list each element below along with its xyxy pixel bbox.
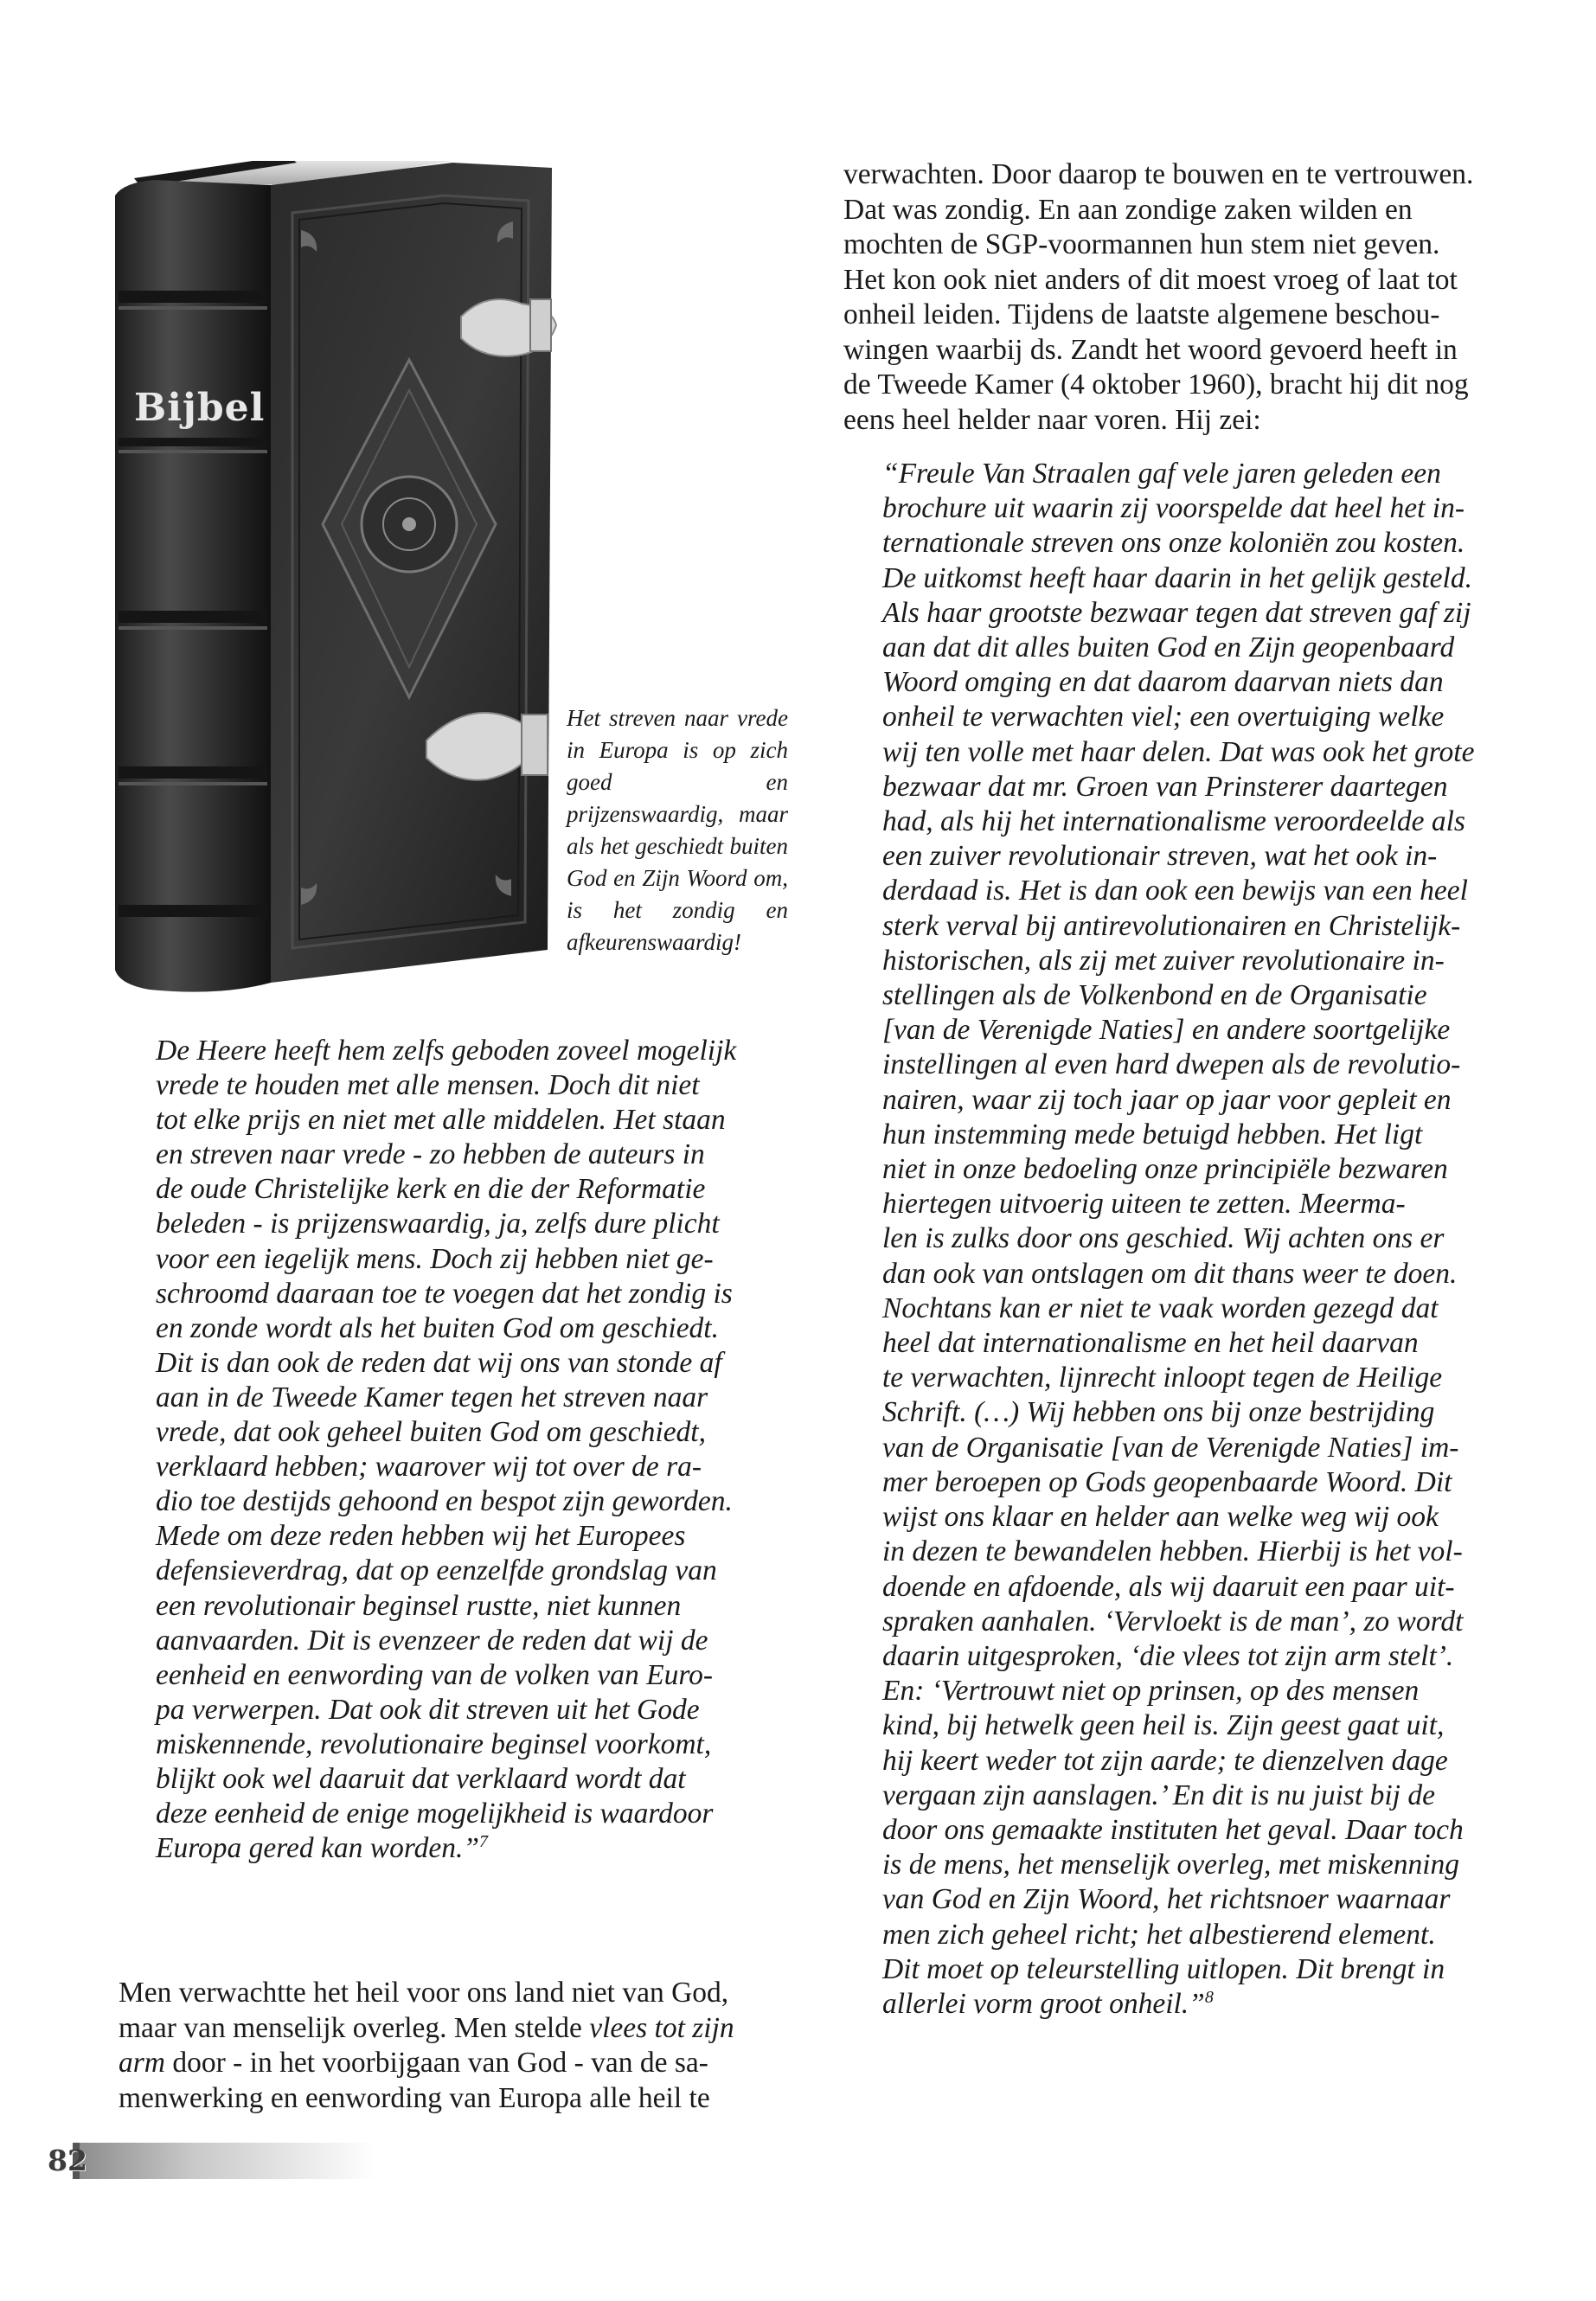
quote-line: len is zulks door ons geschied. Wij achten ons er <box>882 1222 1445 1255</box>
quote-line: men zich geheel richt; het albestierend element. <box>882 1918 1436 1951</box>
quote-line: heel dat internationalisme en het heil daarvan <box>882 1327 1419 1360</box>
quote-line: bezwaar dat mr. Groen van Prinsterer daartegen <box>882 770 1448 803</box>
quote-line: stellingen als de Volkenbond en de Organisatie <box>882 979 1427 1012</box>
quote-line-text: Europa gered kan worden.” <box>156 1832 480 1865</box>
quote-line: in dezen te bewandelen hebben. Hierbij is het vol- <box>882 1535 1463 1568</box>
quote-line: aan dat dit alles buiten God en Zijn geopenbaard <box>882 631 1455 664</box>
quote-line: hun instemming mede betuigd hebben. Het ligt <box>882 1118 1423 1150</box>
quote-line: vergaan zijn aanslagen.’ En dit is nu juist bij de <box>882 1779 1435 1811</box>
quote-line: ternationale streven ons onze koloniën zou kosten. <box>882 527 1465 560</box>
footnote-ref-8: 8 <box>1204 1987 1214 2007</box>
left-block-quote <box>156 1034 787 1866</box>
quote-line: dio toe destijds gehoond en bespot zijn geworden. <box>156 1485 733 1518</box>
quote-line: Woord omging en dat daarom daarvan niets dan <box>882 666 1444 699</box>
quote-line: spraken aanhalen. ‘Vervloekt is de man’, zo wordt <box>882 1605 1464 1638</box>
quote-line: van de Organisatie [van de Verenigde Naties] im- <box>882 1431 1459 1464</box>
right-block-quote <box>882 457 1505 2022</box>
quote-line: wij ten volle met haar delen. Dat was ook het grote <box>882 735 1475 768</box>
quote-line: voor een iegelijk mens. Doch zij hebben niet ge- <box>156 1242 714 1275</box>
para-line: verwachten. Door daarop te bouwen en te vertrouwen. <box>843 158 1474 190</box>
para-line: mochten de SGP-voormannen hun stem niet geven. <box>843 228 1440 260</box>
para-text: door - in het voorbijgaan van God - van de sa- <box>164 2047 708 2079</box>
quote-line: En: ‘Vertrouwt niet op prinsen, op des mensen <box>882 1675 1420 1708</box>
quote-line: doende en afdoende, als wij daaruit een paar uit- <box>882 1570 1455 1603</box>
quote-line: Mede om deze reden hebben wij het Europees <box>156 1520 686 1553</box>
quote-line: miskennende, revolutionaire beginsel voorkomt, <box>156 1727 712 1760</box>
spine-title: Bijbel <box>134 386 266 430</box>
quote-line: en zonde wordt als het buiten God om geschiedt. <box>156 1311 719 1344</box>
page-number: 82 <box>48 2144 87 2177</box>
quote-line: De uitkomst heeft haar daarin in het gelijk gesteld. <box>882 561 1472 594</box>
para-italic-text: vlees tot zijn <box>589 2011 734 2044</box>
para-line: Dat was zondig. En aan zondige zaken wilden en <box>843 193 1413 226</box>
quote-line: brochure uit waarin zij voorspelde dat heel het in- <box>882 492 1465 525</box>
quote-line: Als haar grootste bezwaar tegen dat streven gaf zij <box>882 596 1471 629</box>
para-line <box>119 2046 787 2081</box>
quote-line: had, als hij het internationalisme veroordeelde als <box>882 805 1465 838</box>
para-text: maar van menselijk overleg. Men stelde <box>119 2011 590 2044</box>
quote-line: Nochtans kan er niet te vaak worden gezegd dat <box>882 1292 1439 1324</box>
quote-line: pa verwerpen. Dat ook dit streven uit het Gode <box>156 1693 700 1726</box>
quote-line: blijkt ook wel daaruit dat verklaard wordt dat <box>156 1762 686 1795</box>
quote-line: vrede, dat ook geheel buiten God om geschiedt, <box>156 1416 706 1449</box>
quote-line: deze eenheid de enige mogelijkheid is waardoor <box>156 1798 714 1830</box>
quote-line: derdaad is. Het is dan ook een bewijs van een heel <box>882 875 1468 907</box>
quote-line: kind, bij hetwelk geen heil is. Zijn geest gaat uit, <box>882 1709 1445 1742</box>
quote-line: dan ook van ontslagen om dit thans weer te doen. <box>882 1257 1458 1290</box>
quote-line: verklaard hebben; waarover wij tot over de ra- <box>156 1451 702 1484</box>
para-line: Men verwachtte het heil voor ons land niet van God, <box>119 1977 729 2009</box>
quote-line: is de mens, het menselijk overleg, met miskenning <box>882 1849 1460 1881</box>
quote-line: eenheid en eenwording van de volken van Euro- <box>156 1658 714 1691</box>
para-line: eens heel helder naar voren. Hij zei: <box>843 403 1261 436</box>
para-line <box>119 2011 787 2047</box>
para-line: menwerking en eenwording van Europa alle heil te <box>119 2081 710 2114</box>
quote-line: aan in de Tweede Kamer tegen het streven naar <box>156 1381 708 1413</box>
para-line: wingen waarbij ds. Zandt het woord gevoerd heeft in <box>843 333 1458 366</box>
quote-line: schroomd daaraan toe te voegen dat het zondig is <box>156 1277 733 1310</box>
quote-line: vrede te houden met alle mensen. Doch dit niet <box>156 1069 700 1102</box>
quote-line: [van de Verenigde Naties] en andere soortgelijke <box>882 1014 1451 1047</box>
quote-line: aanvaarden. Dit is evenzeer de reden dat wij de <box>156 1624 708 1657</box>
quote-line <box>156 1831 787 1866</box>
para-line: de Tweede Kamer (4 oktober 1960), bracht hij dit nog <box>843 369 1469 401</box>
quote-line: “Freule Van Straalen gaf vele jaren geleden een <box>882 458 1441 490</box>
quote-line: beleden - is prijzenswaardig, ja, zelfs dure plicht <box>156 1208 720 1240</box>
quote-line: Dit is dan ook de reden dat wij ons van stonde af <box>156 1346 722 1379</box>
right-paragraph <box>843 157 1505 438</box>
quote-line: historischen, als zij met zuiver revolutionaire in- <box>882 944 1445 977</box>
page-number-bar <box>73 2143 375 2179</box>
quote-line: hiertegen uitvoerig uiteen te zetten. Meerma- <box>882 1188 1406 1221</box>
quote-line: te verwachten, lijnrecht inloopt tegen de Heilige <box>882 1362 1443 1394</box>
quote-line-text: allerlei vorm groot onheil.” <box>882 1987 1205 2020</box>
quote-line: sterk verval bij antirevolutionairen en Christelijk- <box>882 909 1461 942</box>
quote-line: hij keert weder tot zijn aarde; te dienzelven dage <box>882 1744 1448 1777</box>
quote-line: een zuiver revolutionair streven, wat het ook in- <box>882 840 1438 873</box>
quote-line: defensieverdrag, dat op eenzelfde grondslag van <box>156 1554 717 1587</box>
quote-line: wijst ons klaar en helder aan welke weg wij ook <box>882 1501 1439 1534</box>
quote-line: een revolutionair beginsel rustte, niet kunnen <box>156 1589 682 1622</box>
quote-line <box>882 1987 1505 2022</box>
quote-line: instellingen al even hard dwepen als de revolutio- <box>882 1048 1461 1081</box>
quote-line: onheil te verwachten viel; een overtuiging welke <box>882 701 1445 734</box>
bible-photo <box>115 161 558 997</box>
quote-line: De Heere heeft hem zelfs geboden zoveel mogelijk <box>156 1035 737 1067</box>
quote-line: tot elke prijs en niet met alle middelen. Het staan <box>156 1104 726 1137</box>
left-paragraph <box>119 1976 787 2116</box>
footnote-ref-7: 7 <box>479 1832 489 1851</box>
quote-line: en streven naar vrede - zo hebben de auteurs in <box>156 1138 705 1171</box>
quote-line: Dit moet op teleurstelling uitlopen. Dit brengt in <box>882 1952 1445 1985</box>
quote-line: door ons gemaakte instituten het geval. Daar toch <box>882 1813 1464 1846</box>
quote-line: de oude Christelijke kerk en die der Reformatie <box>156 1173 706 1206</box>
quote-line: van God en Zijn Woord, het richtsnoer waarnaar <box>882 1883 1451 1916</box>
para-italic-text: arm <box>119 2047 165 2079</box>
para-line: Het kon ook niet anders of dit moest vroeg of laat tot <box>843 263 1458 296</box>
quote-line: mer beroepen op Gods geopenbaarde Woord. Dit <box>882 1465 1452 1498</box>
quote-line: nairen, waar zij toch jaar op jaar voor gepleit en <box>882 1083 1452 1116</box>
quote-line: niet in onze bedoeling onze principiële bezwaren <box>882 1153 1448 1186</box>
para-line: onheil leiden. Tijdens de laatste algemene beschou- <box>843 298 1440 330</box>
quote-line: daarin uitgesproken, ‘die vlees tot zijn arm stelt’. <box>882 1639 1454 1672</box>
figure-caption: Het streven naar vrede in Europa is op zich goed en prijzenswaardig, maar als het geschiedt buiten God en Zijn Woord om, is het zondig en afkeurenswaardig! <box>567 705 788 955</box>
quote-line: Schrift. (…) Wij hebben ons bij onze bestrijding <box>882 1396 1435 1429</box>
